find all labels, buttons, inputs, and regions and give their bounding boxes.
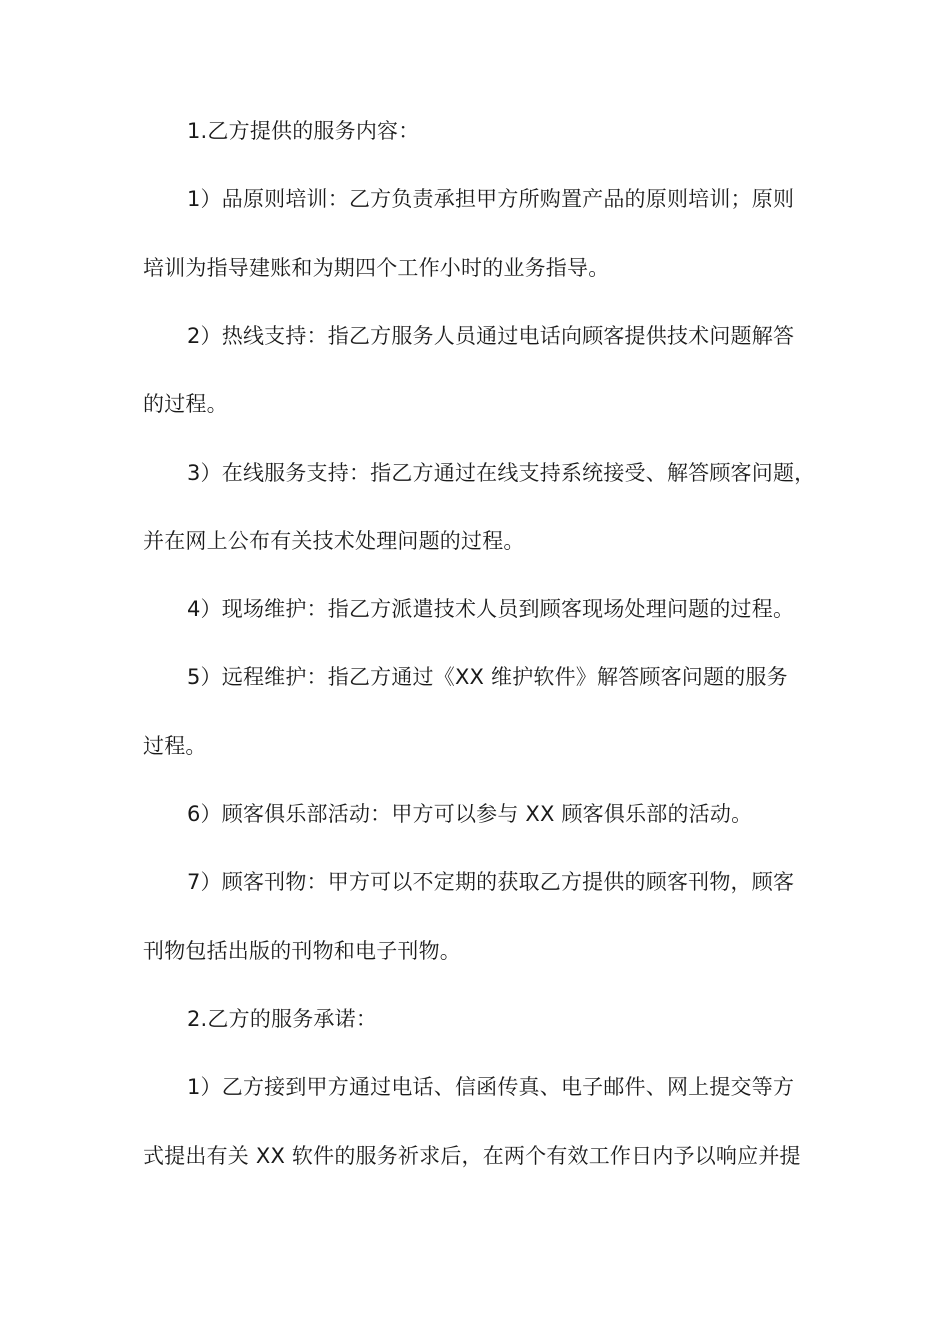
paragraph-line: 并在网上公布有关技术处理问题的过程。 — [143, 529, 525, 553]
paragraph-line: 2）热线支持：指乙方服务人员通过电话向顾客提供技术问题解答 — [187, 324, 795, 348]
paragraph-line: 1）乙方接到甲方通过电话、信函传真、电子邮件、网上提交等方 — [187, 1075, 795, 1099]
paragraph-line: 式提出有关 XX 软件的服务祈求后，在两个有效工作日内予以响应并提 — [143, 1144, 801, 1168]
paragraph-line: 培训为指导建账和为期四个工作小时的业务指导。 — [143, 256, 610, 280]
paragraph-line: 7）顾客刊物：甲方可以不定期的获取乙方提供的顾客刊物，顾客 — [187, 870, 795, 894]
paragraph-line: 过程。 — [143, 734, 207, 758]
section-heading-1: 1.乙方提供的服务内容： — [187, 119, 420, 143]
paragraph-line: 的过程。 — [143, 392, 228, 416]
paragraph-line: 刊物包括出版的刊物和电子刊物。 — [143, 939, 461, 963]
paragraph-line: 4）现场维护：指乙方派遣技术人员到顾客现场处理问题的过程。 — [187, 597, 795, 621]
paragraph-line: 1）品原则培训：乙方负责承担甲方所购置产品的原则培训；原则 — [187, 187, 795, 211]
paragraph-line: 5）远程维护：指乙方通过《XX 维护软件》解答顾客问题的服务 — [187, 665, 788, 689]
section-heading-2: 2.乙方的服务承诺： — [187, 1007, 378, 1031]
paragraph-line: 3）在线服务支持：指乙方通过在线支持系统接受、解答顾客问题， — [187, 461, 816, 485]
paragraph-line: 6）顾客俱乐部活动：甲方可以参与 XX 顾客俱乐部的活动。 — [187, 802, 753, 826]
